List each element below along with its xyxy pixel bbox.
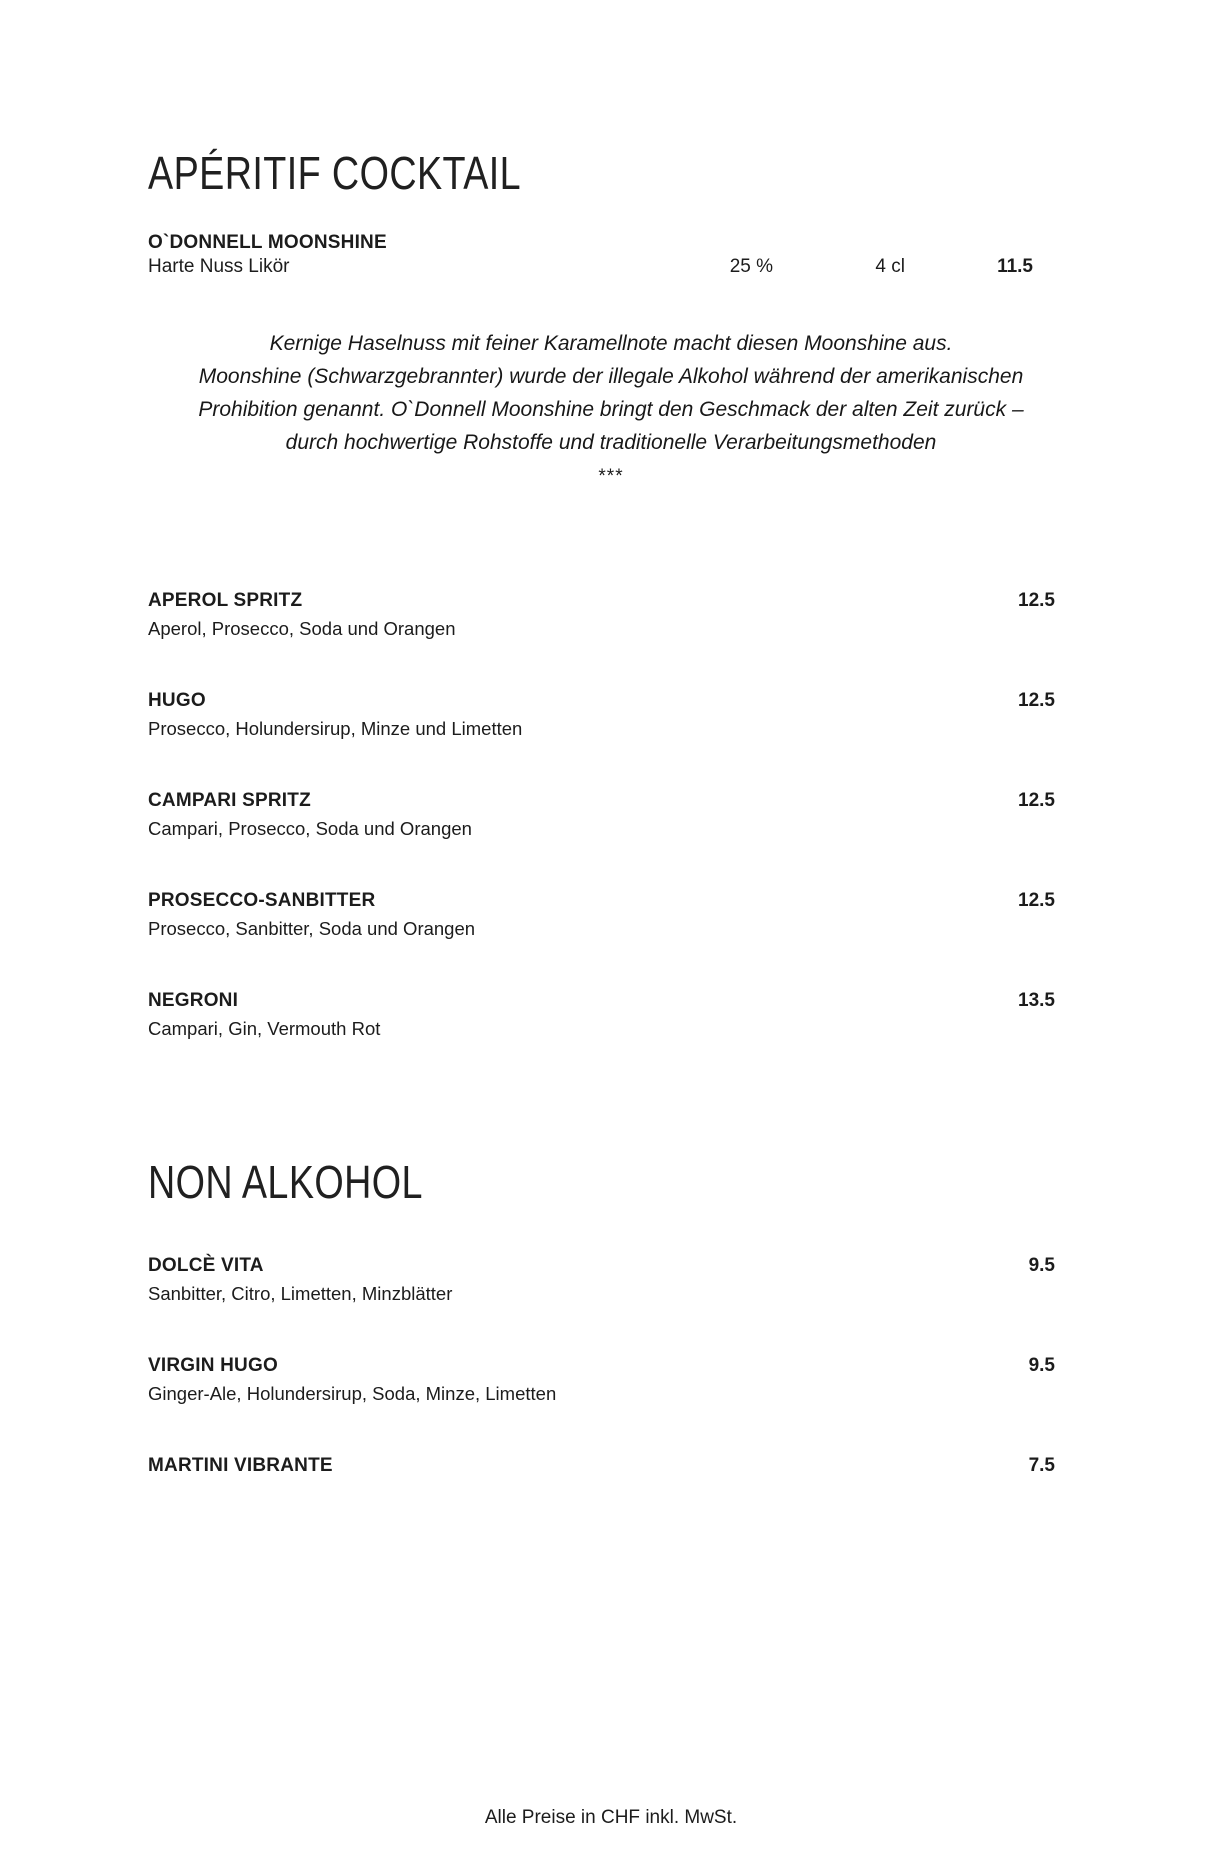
- item-description: Aperol, Prosecco, Soda und Orangen: [148, 618, 456, 639]
- item-row: [148, 789, 1055, 813]
- feature-price: 11.5: [997, 256, 1033, 277]
- item-price: 9.5: [1028, 1355, 1055, 1376]
- feature-name: O`DONNELL MOONSHINE: [148, 232, 387, 253]
- item-price: 9.5: [1028, 1255, 1055, 1276]
- feature-volume: 4 cl: [875, 256, 905, 277]
- menu-item-negroni: [148, 989, 1055, 1041]
- item-description: Prosecco, Sanbitter, Soda und Orangen: [148, 918, 476, 939]
- item-row: [148, 689, 1055, 713]
- item-row: [148, 889, 1055, 913]
- item-row: [148, 1454, 1055, 1478]
- item-price: 12.5: [1018, 790, 1055, 811]
- non-alkohol-item-list: [148, 1254, 1055, 1478]
- section-separator: ***: [598, 466, 624, 487]
- feature-description: [0, 327, 1222, 459]
- feature-description-line: durch hochwertige Rohstoffe und traditionelle Verarbeitungsmethoden: [285, 431, 937, 454]
- item-price: 7.5: [1028, 1455, 1055, 1476]
- item-price: 12.5: [1018, 890, 1055, 911]
- feature-item-odonnell-moonshine: [148, 231, 1055, 489]
- feature-detail-row: [148, 255, 1055, 279]
- feature-description-line: Prohibition genannt. O`Donnell Moonshine bringt den Geschmack der alten Zeit zurück –: [198, 398, 1024, 421]
- item-price: 13.5: [1018, 990, 1055, 1011]
- item-description: Sanbitter, Citro, Limetten, Minzblätter: [148, 1283, 453, 1304]
- menu-item-aperol-spritz: [148, 589, 1055, 641]
- item-name: PROSECCO-SANBITTER: [148, 890, 376, 911]
- item-name: DOLCÈ VITA: [148, 1255, 264, 1276]
- item-row: [148, 589, 1055, 613]
- feature-abv: 25 %: [729, 256, 773, 277]
- item-row: [148, 989, 1055, 1013]
- feature-subtitle: Harte Nuss Likör: [148, 256, 290, 277]
- item-row: [148, 1354, 1055, 1378]
- item-description: Ginger-Ale, Holundersirup, Soda, Minze, Limetten: [148, 1383, 557, 1404]
- aperitif-item-list: [148, 589, 1055, 1041]
- feature-description-line: Kernige Haselnuss mit feiner Karamellnote macht diesen Moonshine aus.: [269, 332, 953, 355]
- menu-item-dolce-vita: [148, 1254, 1055, 1306]
- item-name: VIRGIN HUGO: [148, 1355, 278, 1376]
- footer-price-note: Alle Preise in CHF inkl. MwSt.: [484, 1807, 738, 1828]
- section-title-non-alkohol: NON ALKOHOL: [148, 1156, 423, 1208]
- menu-page: [0, 145, 1222, 1478]
- section-title-aperitif-cocktail: APÉRITIF COCKTAIL: [148, 147, 522, 199]
- menu-item-campari-spritz: [148, 789, 1055, 841]
- menu-item-hugo: [148, 689, 1055, 741]
- item-description: Prosecco, Holundersirup, Minze und Limetten: [148, 718, 523, 739]
- item-name: MARTINI VIBRANTE: [148, 1455, 333, 1476]
- menu-item-martini-vibrante: [148, 1454, 1055, 1478]
- item-price: 12.5: [1018, 690, 1055, 711]
- menu-item-prosecco-sanbitter: [148, 889, 1055, 941]
- item-name: NEGRONI: [148, 990, 239, 1011]
- feature-description-line: Moonshine (Schwarzgebrannter) wurde der illegale Alkohol während der amerikanischen: [198, 365, 1024, 388]
- menu-item-virgin-hugo: [148, 1354, 1055, 1406]
- item-name: CAMPARI SPRITZ: [148, 790, 311, 811]
- item-description: Campari, Prosecco, Soda und Orangen: [148, 818, 472, 839]
- item-name: HUGO: [148, 690, 206, 711]
- item-name: APEROL SPRITZ: [148, 590, 303, 611]
- item-row: [148, 1254, 1055, 1278]
- item-price: 12.5: [1018, 590, 1055, 611]
- item-description: Campari, Gin, Vermouth Rot: [148, 1018, 381, 1039]
